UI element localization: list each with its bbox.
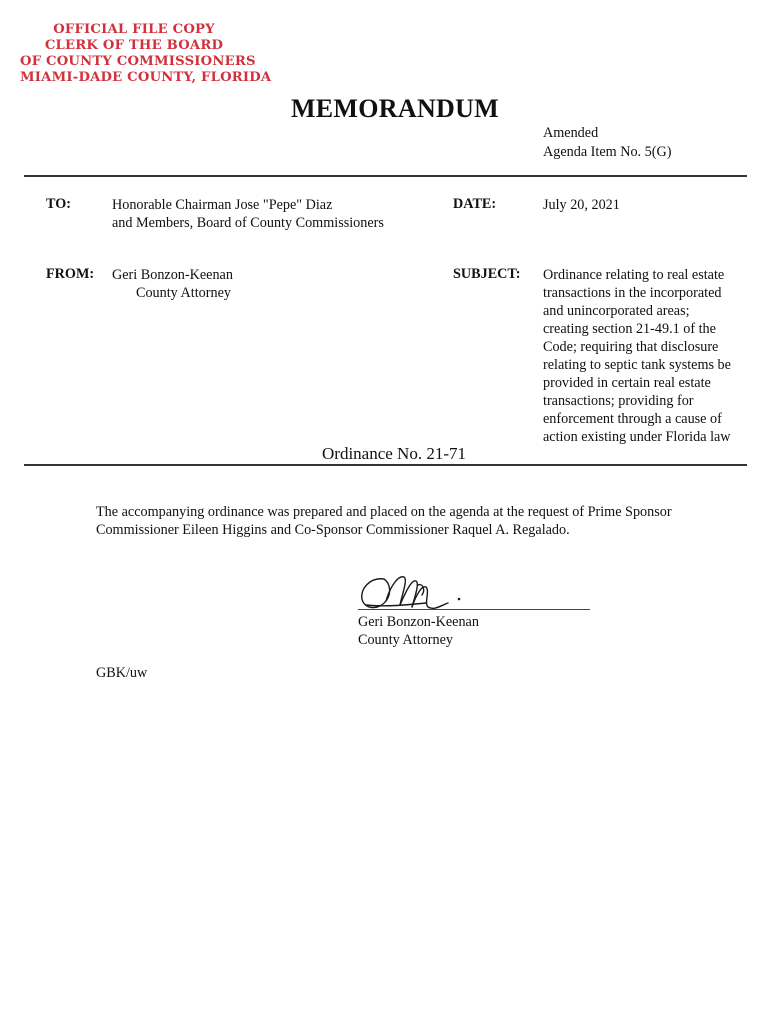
official-file-copy-stamp	[20, 22, 272, 86]
stamp-line: CLERK OF THE BOARD	[44, 38, 224, 53]
typist-initials: GBK/uw	[96, 665, 148, 681]
amended-label: Amended	[543, 125, 599, 141]
header-divider-top	[24, 175, 747, 177]
subject-line: Ordinance relating to real estate	[543, 267, 725, 283]
memo-title: MEMORANDUM	[290, 94, 500, 123]
to-recipient-line1: Honorable Chairman Jose "Pepe" Diaz	[112, 197, 333, 213]
subject-line: Code; requiring that disclosure	[543, 339, 719, 355]
date-value: July 20, 2021	[543, 197, 620, 213]
to-recipient-line2: and Members, Board of County Commissioners	[112, 215, 384, 231]
date-label: DATE:	[453, 196, 497, 212]
subject-line: enforcement through a cause of	[543, 411, 722, 427]
from-label: FROM:	[46, 266, 95, 282]
subject-line: provided in certain real estate	[543, 375, 711, 391]
subject-line: action existing under Florida law	[543, 429, 731, 445]
signature-line	[358, 609, 590, 610]
from-sender-title: County Attorney	[136, 285, 231, 301]
stamp-line: OF COUNTY COMMISSIONERS	[20, 54, 256, 69]
subject-label: SUBJECT:	[453, 266, 521, 282]
subject-line: relating to septic tank systems be	[543, 357, 731, 373]
signer-title: County Attorney	[358, 632, 453, 648]
subject-line: transactions; providing for	[543, 393, 694, 409]
header-divider-bottom	[24, 464, 747, 466]
body-text-line1: The accompanying ordinance was prepared and placed on the agenda at the request of Prime Sponsor	[96, 504, 672, 520]
agenda-item-number: Agenda Item No. 5(G)	[543, 144, 672, 160]
ordinance-number: Ordinance No. 21-71	[322, 444, 466, 463]
stamp-line: MIAMI-DADE COUNTY, FLORIDA	[20, 70, 272, 85]
signer-name: Geri Bonzon-Keenan	[358, 614, 479, 630]
subject-line: and unincorporated areas;	[543, 303, 690, 319]
body-text-line2: Commissioner Eileen Higgins and Co-Sponsor Commissioner Raquel A. Regalado.	[96, 522, 570, 538]
to-label: TO:	[46, 196, 71, 212]
from-sender-name: Geri Bonzon-Keenan	[112, 267, 233, 283]
stamp-line: OFFICIAL FILE COPY	[53, 22, 215, 37]
subject-line: transactions in the incorporated	[543, 285, 722, 301]
subject-line: creating section 21-49.1 of the	[543, 321, 716, 337]
subject-text	[543, 266, 731, 446]
